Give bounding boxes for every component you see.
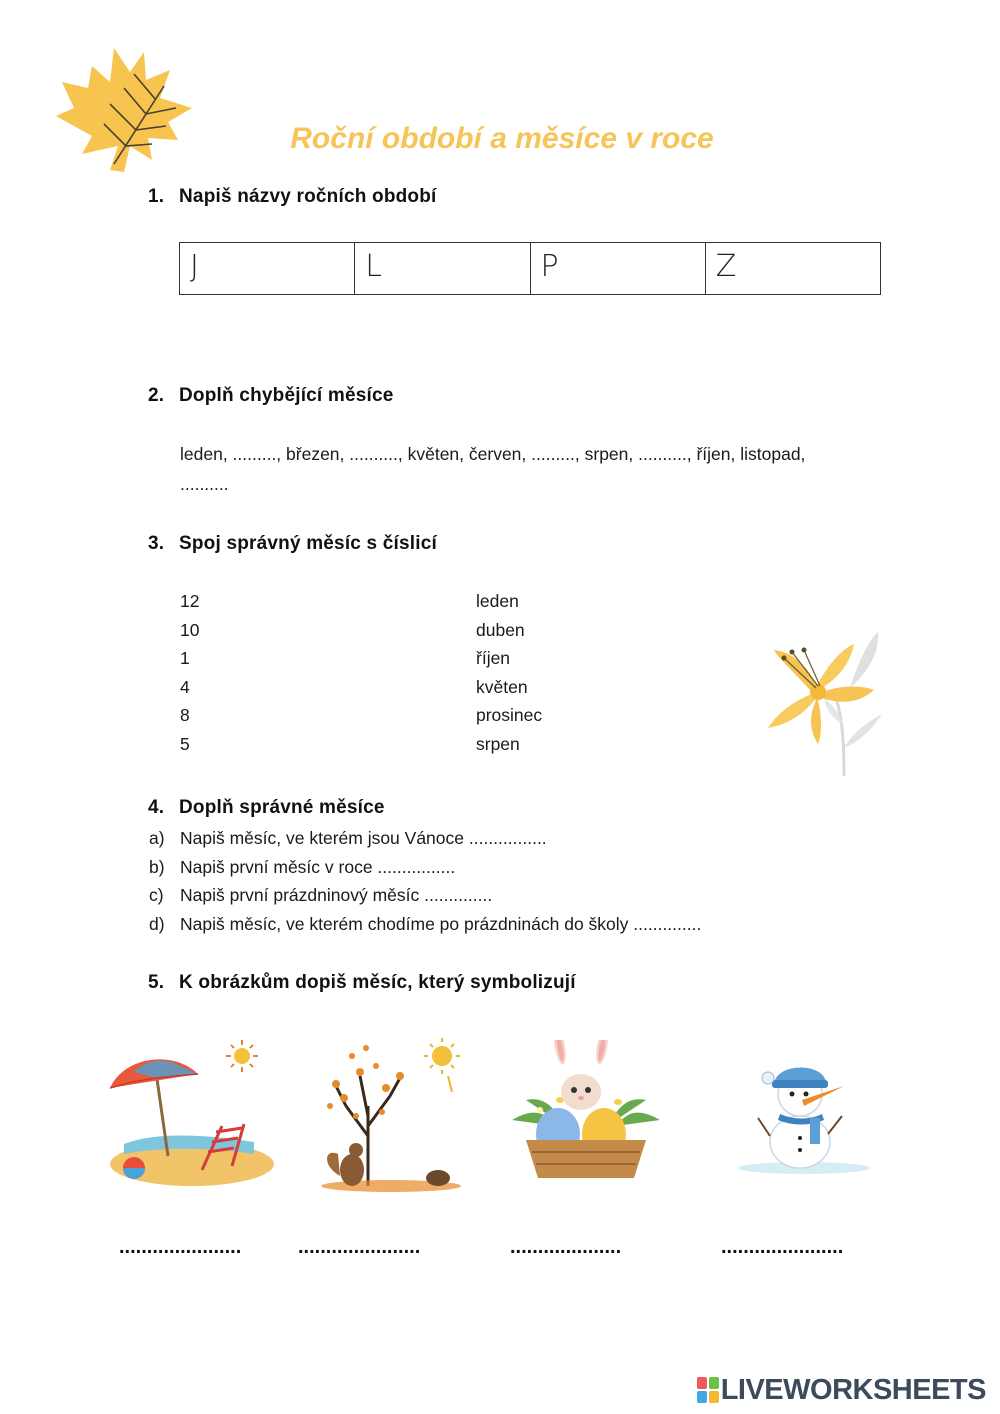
question-text: Doplň chybějící měsíce — [179, 385, 394, 406]
match-month[interactable]: leden — [476, 591, 519, 611]
question-number: 2. — [148, 385, 165, 406]
season-cell[interactable] — [706, 243, 880, 294]
answer-blank[interactable]: .................... — [510, 1236, 622, 1258]
lily-flower-icon — [760, 628, 890, 778]
question-3-heading — [148, 533, 437, 555]
liveworksheets-logo-text: LIVEWORKSHEETS — [720, 1373, 986, 1406]
subquestion-letter: d) — [149, 914, 165, 934]
season-initial: Z — [715, 249, 737, 284]
answer-blank[interactable]: ...................... — [119, 1236, 242, 1258]
seasons-table — [179, 242, 881, 295]
page-title: Roční období a měsíce v roce — [290, 122, 714, 155]
season-initial: J — [190, 249, 199, 284]
season-cell[interactable] — [531, 243, 706, 294]
match-number[interactable]: 10 — [180, 620, 200, 640]
snowman-icon — [734, 1054, 874, 1178]
question-text: Doplň správné měsíce — [179, 797, 385, 818]
easter-basket-icon — [506, 1040, 666, 1182]
subquestion-letter: c) — [149, 885, 164, 905]
subquestion-text[interactable]: Napiš první měsíc v roce ................ — [180, 857, 456, 877]
beach-umbrella-icon — [104, 1036, 279, 1196]
question-number: 4. — [148, 797, 165, 818]
question-text: Napiš názvy ročních období — [179, 186, 437, 207]
match-month[interactable]: říjen — [476, 648, 511, 668]
subquestion-letter: a) — [149, 828, 165, 848]
months-line-1[interactable]: leden, ........., březen, .........., květen, červen, ........., srpen, .........., říjen, listopad, — [180, 444, 806, 464]
match-number[interactable]: 4 — [180, 677, 190, 697]
match-month[interactable]: prosinec — [476, 705, 543, 725]
season-initial: P — [540, 249, 559, 284]
answer-blank[interactable]: ...................... — [298, 1236, 421, 1258]
liveworksheets-logo[interactable] — [697, 1374, 986, 1406]
answer-blank[interactable]: ...................... — [721, 1236, 844, 1258]
question-number: 3. — [148, 533, 165, 554]
match-number[interactable]: 1 — [180, 648, 190, 668]
subquestion-text[interactable]: Napiš první prázdninový měsíc .............. — [180, 885, 493, 905]
maple-leaf-icon — [52, 42, 197, 177]
match-month[interactable]: květen — [476, 677, 528, 697]
question-2-heading — [148, 385, 394, 407]
liveworksheets-logo-icon — [697, 1377, 719, 1403]
question-number: 1. — [148, 186, 165, 207]
match-number[interactable]: 5 — [180, 734, 190, 754]
match-number[interactable]: 12 — [180, 591, 200, 611]
question-number: 5. — [148, 972, 165, 993]
question-4-heading — [148, 797, 385, 819]
question-5-heading — [148, 972, 576, 994]
season-cell[interactable] — [180, 243, 355, 294]
season-cell[interactable] — [355, 243, 530, 294]
question-text: Spoj správný měsíc s číslicí — [179, 533, 438, 554]
question-1-heading — [148, 186, 437, 208]
match-month[interactable]: srpen — [476, 734, 520, 754]
match-number[interactable]: 8 — [180, 705, 190, 725]
months-line-2[interactable]: .......... — [180, 474, 229, 494]
question-text: K obrázkům dopiš měsíc, který symbolizují — [179, 972, 576, 993]
subquestion-text[interactable]: Napiš měsíc, ve kterém jsou Vánoce ................ — [180, 828, 547, 848]
subquestion-text[interactable]: Napiš měsíc, ve kterém chodíme po prázdninách do školy .............. — [180, 914, 702, 934]
autumn-tree-icon — [316, 1036, 466, 1196]
season-initial: L — [365, 249, 382, 284]
match-month[interactable]: duben — [476, 620, 525, 640]
subquestion-letter: b) — [149, 857, 165, 877]
